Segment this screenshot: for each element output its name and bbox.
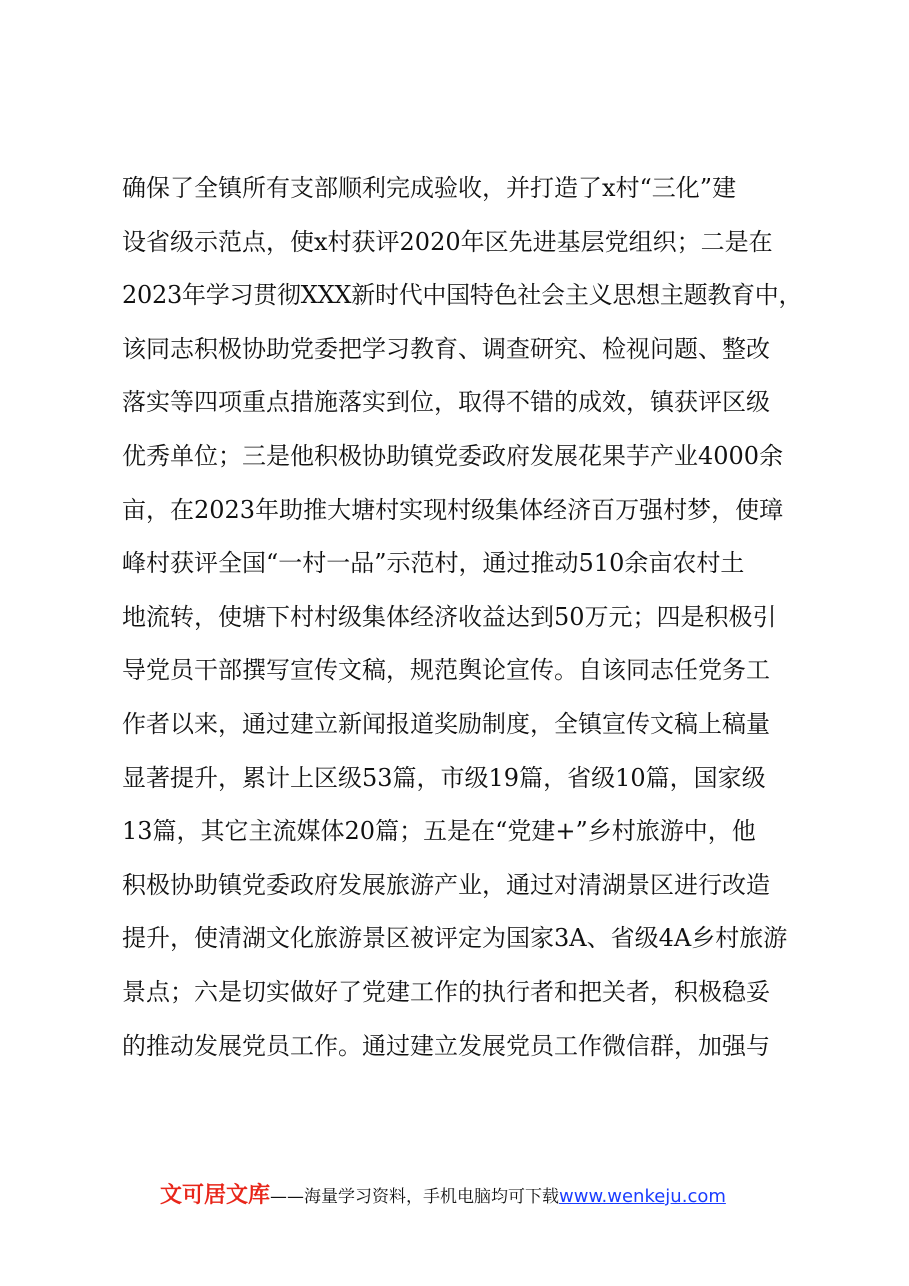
footer-link[interactable]: www.wenkeju.com	[559, 1186, 726, 1207]
text-line: 该同志积极协助党委把学习教育、调查研究、检视问题、整改	[122, 334, 770, 363]
body-paragraph	[122, 162, 802, 1073]
text-line: 积极协助镇党委政府发展旅游产业，通过对清湖景区进行改造	[122, 870, 770, 899]
footer-tagline: ——海量学习资料，手机电脑均可下载	[270, 1187, 560, 1207]
text-line: 确保了全镇所有支部顺利完成验收，并打造了x村“三化”建	[122, 174, 737, 202]
footer-banner	[160, 1180, 780, 1212]
text-line: 落实等四项重点措施落实到位，取得不错的成效，镇获评区级	[122, 388, 770, 417]
text-line: 优秀单位；三是他积极协助镇党委政府发展花果芋产业4000余	[122, 441, 784, 470]
text-line: 2023年学习贯彻XXX新时代中国特色社会主义思想主题教育中，	[122, 281, 803, 310]
text-line: 导党员干部撰写宣传文稿，规范舆论宣传。自该同志任党务工	[122, 656, 770, 685]
text-line: 的推动发展党员工作。通过建立发展党员工作微信群，加强与	[122, 1031, 770, 1060]
text-line: 地流转，使塘下村村级集体经济收益达到50万元；四是积极引	[122, 602, 777, 631]
text-line: 显著提升，累计上区级53篇，市级19篇，省级10篇，国家级	[122, 763, 766, 792]
text-line: 13篇，其它主流媒体20篇；五是在“党建+”乡村旅游中，他	[122, 817, 756, 846]
text-line: 作者以来，通过建立新闻报道奖励制度，全镇宣传文稿上稿量	[122, 709, 770, 738]
text-line: 设省级示范点，使x村获评2020年区先进基层党组织；二是在	[122, 227, 773, 256]
text-line: 峰村获评全国“一村一品”示范村，通过推动510余亩农村土	[122, 549, 745, 578]
text-line: 提升，使清湖文化旅游景区被评定为国家3A、省级4A乡村旅游	[122, 924, 788, 953]
text-line: 景点；六是切实做好了党建工作的执行者和把关者，积极稳妥	[122, 977, 770, 1006]
text-line: 亩，在2023年助推大塘村实现村级集体经济百万强村梦，使璋	[122, 495, 784, 524]
footer-brand: 文可居文库	[160, 1183, 271, 1208]
